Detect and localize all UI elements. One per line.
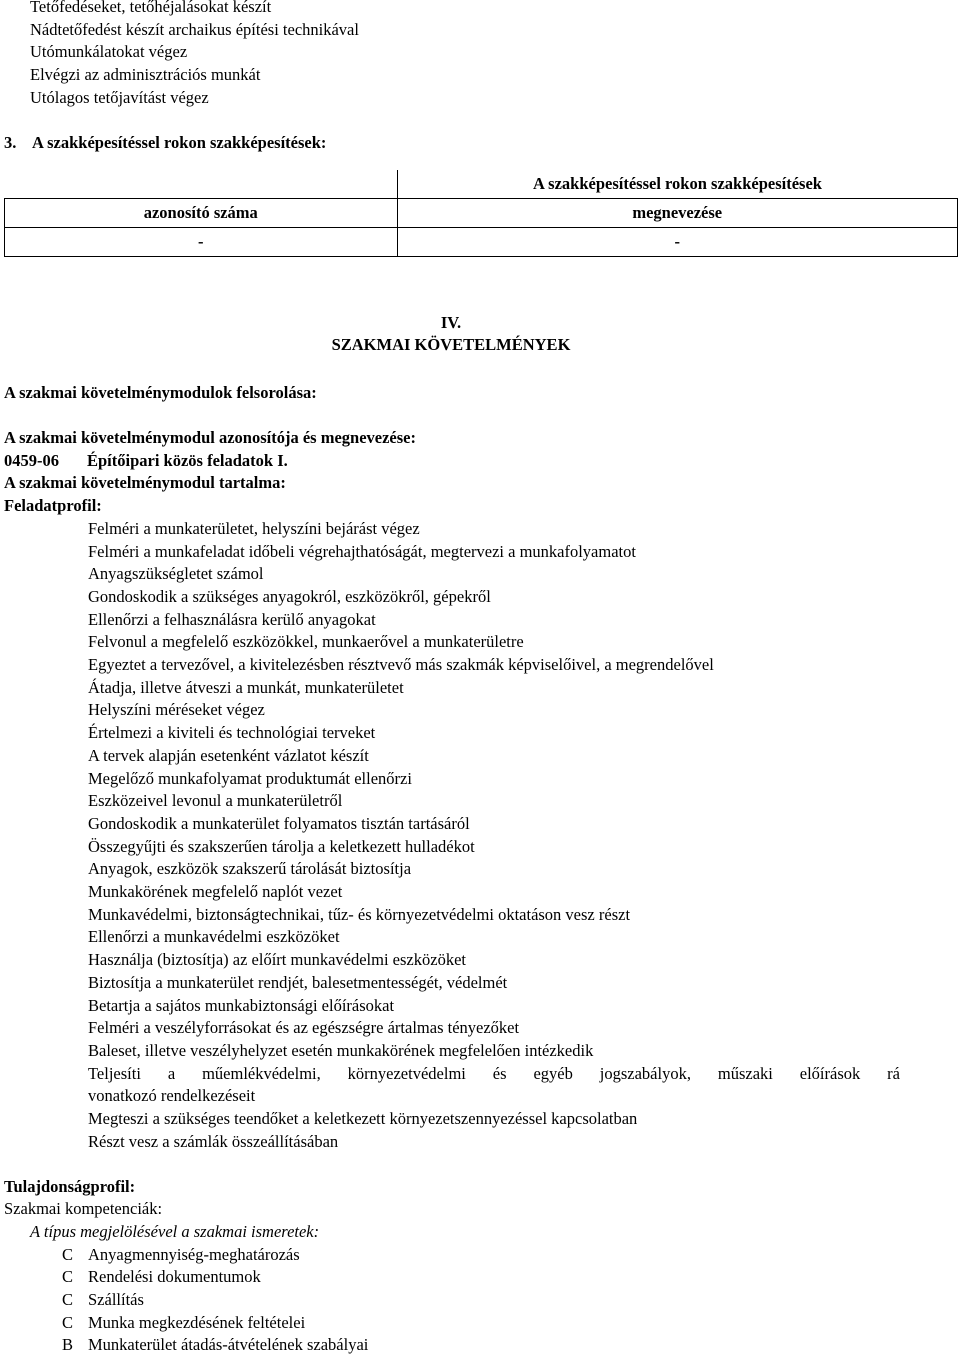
list-item bbox=[4, 1266, 900, 1289]
table-row bbox=[5, 170, 958, 199]
table-header: A szakképesítéssel rokon szakképesítések bbox=[397, 170, 958, 199]
module-name: Építőipari közös feladatok I. bbox=[87, 450, 288, 470]
related-qualifications-table bbox=[4, 170, 958, 257]
list-item-line-1: Teljesíti a műemlékvédelmi, környezetvédelmi és egyéb jogszabályok, műszaki előírások rá bbox=[88, 1063, 900, 1083]
knowledge-text: Rendelési dokumentumok bbox=[88, 1267, 261, 1287]
section-number: IV. bbox=[440, 313, 462, 332]
list-item-long bbox=[4, 1063, 900, 1108]
list-item: Elvégzi az adminisztrációs munkát bbox=[30, 65, 261, 85]
knowledge-type: C bbox=[62, 1267, 74, 1287]
list-item: Ellenőrzi a felhasználásra kerülő anyagokat bbox=[88, 609, 376, 629]
list-item: Használja (biztosítja) az előírt munkavédelmi eszközöket bbox=[88, 950, 466, 970]
type-label: A típus megjelölésével a szakmai ismeretek: bbox=[30, 1221, 320, 1241]
list-item: Megelőző munkafolyamat produktumát ellenőrzi bbox=[88, 768, 412, 788]
list-item: Felméri a munkaterületet, helyszíni bejárást végez bbox=[88, 518, 420, 538]
list-item: Eszközeivel levonul a munkaterületről bbox=[88, 791, 343, 811]
list-item: Utólagos tetőjavítást végez bbox=[30, 87, 209, 107]
knowledge-text: Munkaterület átadás-átvételének szabályai bbox=[88, 1335, 369, 1355]
competencies-label: Szakmai kompetenciák: bbox=[4, 1199, 163, 1219]
knowledge-type: C bbox=[62, 1290, 74, 1310]
module-code: 0459-06 bbox=[4, 450, 59, 470]
knowledge-list bbox=[4, 1244, 900, 1357]
list-item: Felméri a munkafeladat időbeli végrehajthatóságát, megtervezi a munkafolyamatot bbox=[88, 541, 636, 561]
module-content-label: A szakmai követelménymodul tartalma: bbox=[4, 473, 286, 493]
module-code-line bbox=[4, 450, 900, 473]
list-item: Gondoskodik a munkaterület folyamatos tisztán tartásáról bbox=[88, 813, 470, 833]
table-row bbox=[5, 199, 958, 228]
knowledge-type: C bbox=[62, 1244, 74, 1264]
column-header-id: azonosító száma bbox=[5, 199, 398, 228]
list-item: Tetőfedéseket, tetőhéjalásokat készít bbox=[30, 0, 272, 16]
list-item: Felvonul a megfelelő eszközökkel, munkaerővel a munkaterületre bbox=[88, 632, 524, 652]
list-item bbox=[4, 1289, 900, 1312]
list-item: Anyagok, eszközök szakszerű tárolását biztosítja bbox=[88, 859, 412, 879]
table-cell: - bbox=[5, 228, 398, 257]
section-title: SZAKMAI KÖVETELMÉNYEK bbox=[331, 335, 571, 354]
knowledge-type: B bbox=[62, 1335, 74, 1355]
task-list bbox=[4, 518, 900, 1154]
list-item: Biztosítja a munkaterület rendjét, balesetmentességét, védelmét bbox=[88, 972, 508, 992]
list-item: Munkakörének megfelelő naplót vezet bbox=[88, 882, 343, 902]
property-profile-label: Tulajdonságprofil: bbox=[4, 1176, 136, 1196]
list-item bbox=[4, 1312, 900, 1335]
list-item: Betartja a sajátos munkabiztonsági előírásokat bbox=[88, 995, 395, 1015]
table-cell: - bbox=[397, 228, 958, 257]
list-item: A tervek alapján esetenként vázlatot készít bbox=[88, 745, 369, 765]
table-cell-empty bbox=[5, 170, 398, 199]
spacer bbox=[4, 1154, 900, 1176]
list-item: Ellenőrzi a munkavédelmi eszközöket bbox=[88, 927, 340, 947]
list-item: Anyagszükségletet számol bbox=[88, 564, 264, 584]
task-profile-label: Feladatprofil: bbox=[4, 496, 102, 516]
knowledge-type: C bbox=[62, 1312, 74, 1332]
list-item: Átadja, illetve átveszi a munkát, munkaterületet bbox=[88, 677, 404, 697]
section-title: A szakképesítéssel rokon szakképesítések: bbox=[32, 133, 327, 152]
list-item: Felméri a veszélyforrásokat és az egészségre ártalmas tényezőket bbox=[88, 1018, 520, 1038]
module-body bbox=[4, 427, 900, 1357]
list-item: Helyszíni méréseket végez bbox=[88, 700, 265, 720]
list-item bbox=[4, 1244, 900, 1267]
section-3-heading bbox=[4, 132, 326, 155]
knowledge-text: Anyagmennyiség-meghatározás bbox=[88, 1244, 300, 1264]
list-item: Gondoskodik a szükséges anyagokról, eszközökről, gépekről bbox=[88, 586, 491, 606]
list-item: Baleset, illetve veszélyhelyzet esetén munkakörének megfelelően intézkedik bbox=[88, 1040, 594, 1060]
section-number: 3. bbox=[4, 133, 17, 152]
list-item: Egyeztet a tervezővel, a kivitelezésben résztvevő más szakmák képviselőivel, a megrendelővel bbox=[88, 655, 714, 675]
list-item-line-2: vonatkozó rendelkezéseit bbox=[88, 1086, 256, 1106]
module-id-label: A szakmai követelménymodul azonosítója és megnevezése: bbox=[4, 428, 416, 447]
knowledge-text: Munka megkezdésének feltételei bbox=[88, 1312, 306, 1332]
list-item: Megteszi a szükséges teendőket a keletkezett környezetszennyezéssel kapcsolatban bbox=[88, 1109, 638, 1129]
list-item: Utómunkálatokat végez bbox=[30, 42, 188, 62]
list-item: Munkavédelmi, biztonságtechnikai, tűz- és környezetvédelmi oktatáson vesz részt bbox=[88, 904, 631, 924]
list-item: Értelmezi a kiviteli és technológiai terveket bbox=[88, 723, 376, 743]
top-task-list bbox=[30, 0, 359, 110]
modules-list-label: A szakmai követelménymodulok felsorolása: bbox=[4, 383, 317, 402]
list-item bbox=[4, 1334, 900, 1357]
column-header-name: megnevezése bbox=[397, 199, 958, 228]
list-item: Nádtetőfedést készít archaikus építési technikával bbox=[30, 19, 359, 39]
list-item: Összegyűjti és szakszerűen tárolja a keletkezett hulladékot bbox=[88, 836, 475, 856]
list-item: Részt vesz a számlák összeállításában bbox=[88, 1131, 339, 1151]
knowledge-text: Szállítás bbox=[88, 1290, 144, 1310]
table-row bbox=[5, 228, 958, 257]
section-4-heading bbox=[0, 312, 902, 356]
